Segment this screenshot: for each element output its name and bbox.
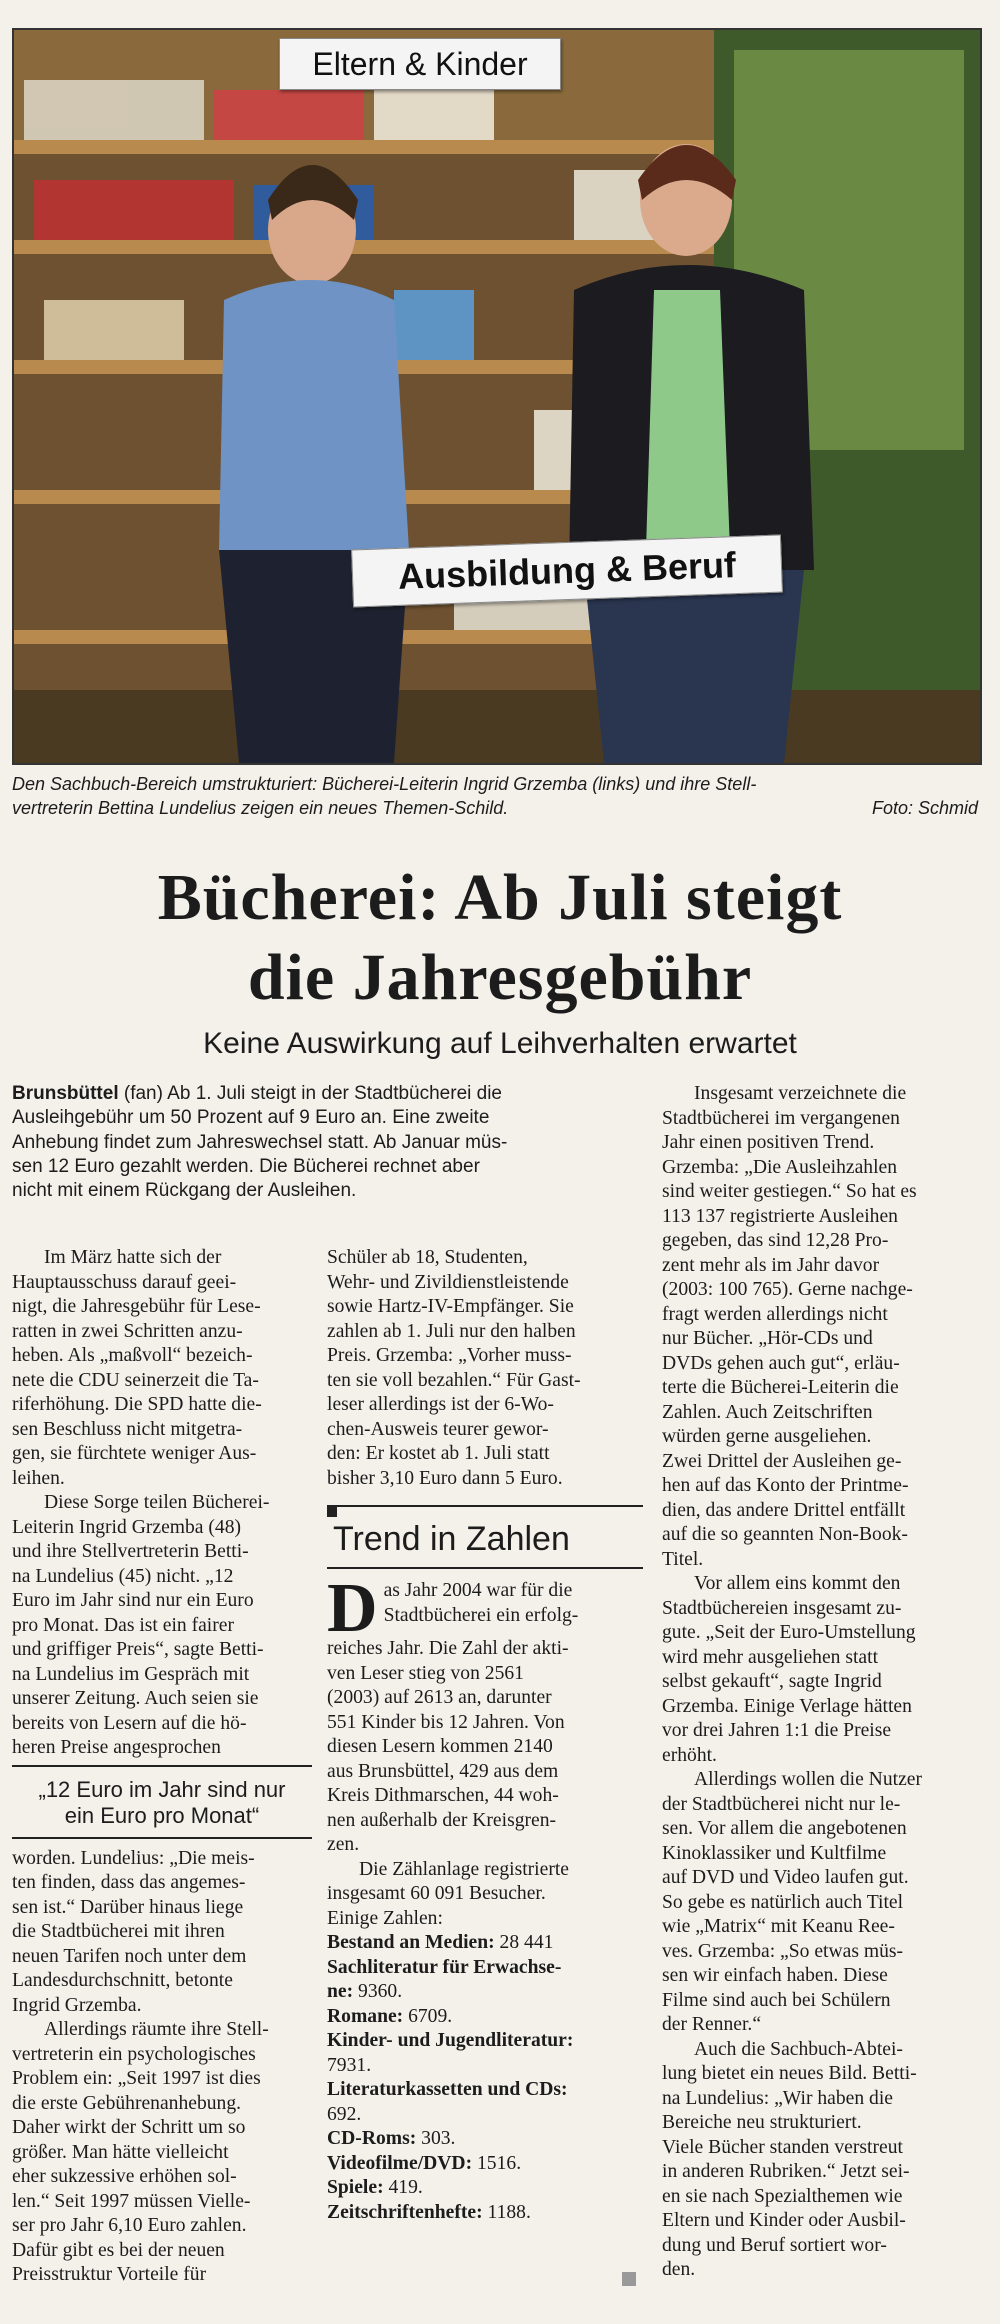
stat-line — [327, 2103, 643, 2128]
article-column-2 — [327, 1246, 643, 2225]
text-line: Einige Zahlen: — [327, 1907, 443, 1929]
paragraph — [662, 2038, 978, 2283]
text-line: Zwei Drittel der Ausleihen ge- — [662, 1450, 902, 1472]
text-line: gen, sie fürchtete weniger Aus- — [12, 1443, 257, 1464]
paragraph — [327, 1858, 643, 1932]
text-line: Insgesamt verzeichnete die — [694, 1083, 907, 1104]
text-line: sen. Vor allem die angebotenen — [662, 1818, 907, 1839]
text-line: (2003) auf 2613 an, darunter — [327, 1687, 552, 1708]
text-line: heren Preise angesprochen — [12, 1737, 221, 1758]
stat-line — [327, 2029, 643, 2054]
article-column-1 — [12, 1246, 312, 2288]
headline-line: die Jahresgebühr — [247, 941, 753, 1014]
text-line: zent mehr als im Jahr davor — [662, 1254, 880, 1276]
text-line: und ihre Stellvertreterin Betti- — [12, 1541, 249, 1562]
stat-label: Literaturkassetten und CDs: — [327, 2079, 568, 2100]
text-line: Auch die Sachbuch-Abtei- — [694, 2038, 903, 2060]
text-line: Landesdurchschnitt, betonte — [12, 1970, 233, 1991]
stat-value: 9360. — [353, 1981, 403, 2002]
article-column-3 — [662, 1082, 978, 2283]
stat-line — [327, 2176, 643, 2201]
text-line: Filme sind auch bei Schülern — [662, 1989, 891, 2011]
text-line: Kinoklassiker und Kultfilme — [662, 1842, 887, 1864]
photo-credit: Foto: Schmid — [871, 798, 978, 818]
text-line: dung und Beruf sortiert wor- — [662, 2234, 887, 2256]
text-line: terte die Bücherei-Leiterin die — [662, 1377, 899, 1398]
text-line: nen außerhalb der Kreisgren- — [327, 1809, 557, 1831]
text-line: nete die CDU seinerzeit die Ta- — [12, 1369, 259, 1391]
text-line: na Lundelius: „Wir haben die — [662, 2087, 893, 2109]
text-line: eher sukzessive erhöhen sol- — [12, 2166, 237, 2187]
paragraph — [12, 1491, 312, 1761]
text-line: Stadtbücherei ein erfolg- — [383, 1604, 579, 1626]
drop-cap: D — [327, 1570, 378, 1647]
text-line: Problem ein: „Seit 1997 ist dies — [12, 2068, 261, 2089]
caption-line: Den Sachbuch-Bereich umstrukturiert: Bücherei-Leiterin Ingrid Grzemba (links) und ihre Stell- — [12, 774, 757, 794]
text-line: Preis. Grzemba: „Vorher muss- — [327, 1345, 572, 1366]
text-line: zen. — [327, 1834, 360, 1855]
infobox-title: Trend in Zahlen — [333, 1520, 570, 1558]
text-line: den. — [662, 2259, 696, 2280]
text-line: aus Brunsbüttel, 429 aus dem — [327, 1760, 559, 1782]
text-line: DVDs gehen auch gut“, erläu- — [662, 1352, 900, 1374]
headline — [0, 858, 1000, 1018]
text-line: Euro im Jahr sind nur ein Euro — [12, 1590, 254, 1611]
stat-line — [327, 1931, 643, 1956]
text-line: zahlen ab 1. Juli nur den halben — [327, 1320, 576, 1342]
stat-label: ne: — [327, 1981, 354, 2002]
text-line: neuen Tarifen noch unter dem — [12, 1945, 247, 1967]
text-line: ven Leser stieg von 2561 — [327, 1662, 524, 1684]
text-line: Im März hatte sich der — [44, 1247, 222, 1268]
text-line: fragt werden allerdings nicht — [662, 1303, 888, 1325]
text-line: heben. Als „maßvoll“ bezeich- — [12, 1345, 253, 1366]
text-line: Daher wirkt der Schritt um so — [12, 2117, 246, 2138]
stat-label: Romane: — [327, 2005, 404, 2027]
stat-line — [327, 2201, 643, 2226]
text-line: ten sie voll bezahlen.“ Für Gast- — [327, 1369, 581, 1391]
paragraph — [12, 1847, 312, 2019]
text-line: Bereiche neu strukturiert. — [662, 2112, 862, 2133]
text-line: nur Bücher. „Hör-CDs und — [662, 1328, 873, 1349]
paragraph — [12, 2018, 312, 2288]
text-line: (2003: 100 765). Gerne nachge- — [662, 1279, 913, 1300]
text-line: vor drei Jahren 1:1 die Preise — [662, 1720, 892, 1741]
text-line: hen auf das Konto der Printme- — [662, 1475, 909, 1496]
text-line: Viele Bücher standen verstreut — [662, 2136, 903, 2158]
lead-line: (fan) Ab 1. Juli steigt in der Stadtbücherei die — [118, 1083, 502, 1104]
paragraph — [327, 1570, 643, 1858]
text-line: ves. Grzemba: „So etwas müs- — [662, 1940, 904, 1962]
text-line: Grzemba: „Die Ausleihzahlen — [662, 1156, 898, 1178]
text-line: Leiterin Ingrid Grzemba (48) — [12, 1516, 242, 1538]
text-line: ser pro Jahr 6,10 Euro zahlen. — [12, 2215, 247, 2236]
library-scene-illustration — [14, 30, 980, 763]
text-line: sind weiter gestiegen.“ So hat es — [662, 1181, 917, 1202]
stat-value: 7931. — [327, 2054, 372, 2076]
text-line: sowie Hartz-IV-Empfänger. Sie — [327, 1296, 574, 1317]
sign-eltern-kinder: Eltern & Kinder — [279, 38, 561, 90]
infobox-trend — [327, 1505, 643, 2225]
text-line: 113 137 registrierte Ausleihen — [662, 1205, 898, 1227]
text-line: Hauptausschuss darauf geei- — [12, 1271, 237, 1293]
text-line: diesen Lesern kommen 2140 — [327, 1736, 553, 1757]
divider — [12, 1837, 312, 1847]
text-line: die erste Gebührenanhebung. — [12, 2092, 242, 2114]
text-line: leihen. — [12, 1467, 65, 1489]
stat-label: Sachliteratur für Erwachse- — [327, 1956, 562, 1978]
text-line: Kreis Dithmarschen, 44 woh- — [327, 1785, 559, 1806]
text-line: dien, das andere Drittel entfällt — [662, 1499, 906, 1521]
text-line: auf DVD und Video laufen gut. — [662, 1867, 909, 1888]
text-line: Stadtbücherei im vergangenen — [662, 1107, 900, 1129]
stat-line — [327, 2152, 643, 2177]
text-line: selbst gekauft“, sagte Ingrid — [662, 1671, 882, 1692]
text-line: unserer Zeitung. Auch seien sie — [12, 1688, 259, 1709]
text-line: na Lundelius (45) nicht. „12 — [12, 1565, 234, 1587]
stat-label: Bestand an Medien: — [327, 1932, 495, 1953]
caption-line: vertreterin Bettina Lundelius zeigen ein neues Themen-Schild. — [12, 798, 509, 818]
text-line: vertreterin ein psychologisches — [12, 2043, 256, 2065]
text-line: nigt, die Jahresgebühr für Lese- — [12, 1296, 261, 1317]
text-line: en sie nach Spezialthemen wie — [662, 2185, 903, 2207]
stat-label: Videofilme/DVD: — [327, 2152, 473, 2174]
article-end-marker — [622, 2272, 636, 2286]
text-line: erhöht. — [662, 1744, 717, 1766]
lead-line: Ausleihgebühr um 50 Prozent auf 9 Euro an. Eine zweite — [12, 1107, 490, 1129]
stat-value: 1188. — [482, 2201, 531, 2223]
text-line: in anderen Rubriken.“ Jetzt sei- — [662, 2161, 910, 2182]
text-line: lung bietet ein neues Bild. Betti- — [662, 2063, 917, 2084]
pull-quote-line: ein Euro pro Monat“ — [64, 1802, 260, 1828]
text-line: größer. Man hätte vielleicht — [12, 2141, 229, 2163]
headline-line: Bücherei: Ab Juli steigt — [157, 861, 843, 934]
text-line: Jahr einen positiven Trend. — [662, 1132, 875, 1153]
text-line: den: Er kostet ab 1. Juli statt — [327, 1443, 550, 1464]
stat-label: Spiele: — [327, 2177, 384, 2198]
pull-quote-line: „12 Euro im Jahr sind nur — [38, 1776, 286, 1802]
text-line: Grzemba. Einige Verlage hätten — [662, 1695, 912, 1717]
text-line: sen wir einfach haben. Diese — [662, 1965, 888, 1986]
text-line: der Stadtbücherei nicht nur le- — [662, 1793, 901, 1815]
stat-line — [327, 2078, 643, 2103]
text-line: bisher 3,10 Euro dann 5 Euro. — [327, 1467, 563, 1489]
sign-ausbildung-beruf: Ausbildung & Beruf — [351, 535, 783, 608]
text-line: leser allerdings ist der 6-Wo- — [327, 1394, 554, 1415]
divider — [327, 1567, 643, 1569]
text-line: sen Beschluss nicht mitgetra- — [12, 1418, 243, 1440]
paragraph — [662, 1082, 978, 1572]
text-line: würden gerne ausgeliehen. — [662, 1426, 872, 1447]
text-line: der Renner.“ — [662, 2014, 762, 2035]
stat-value: 303. — [416, 2128, 456, 2149]
text-line: Preisstruktur Vorteile für — [12, 2264, 207, 2285]
text-line: len.“ Seit 1997 müssen Vielle- — [12, 2190, 251, 2212]
text-line: die Stadtbücherei mit ihren — [12, 1921, 225, 1942]
lead-line: sen 12 Euro gezahlt werden. Die Bücherei rechnet aber — [12, 1155, 480, 1177]
stat-line — [327, 1980, 643, 2005]
text-line: wie „Matrix“ mit Keanu Ree- — [662, 1916, 895, 1937]
box-corner-marker — [327, 1507, 337, 1517]
text-line: und griffiger Preis“, sagte Betti- — [12, 1639, 264, 1660]
text-line: ratten in zwei Schritten anzu- — [12, 1320, 243, 1342]
text-line: ten finden, dass das angemes- — [12, 1872, 246, 1893]
text-line: Vor allem eins kommt den — [694, 1573, 901, 1594]
text-line: chen-Ausweis teurer gewor- — [327, 1418, 549, 1440]
text-line: auf die so geannten Non-Book- — [662, 1524, 908, 1545]
text-line: pro Monat. Das ist ein fairer — [12, 1614, 234, 1636]
paragraph — [12, 1246, 312, 1491]
text-line: Dafür gibt es bei der neuen — [12, 2239, 225, 2261]
text-line: Ingrid Grzemba. — [12, 1994, 142, 2016]
stat-value: 6709. — [403, 2005, 453, 2027]
lead-line: Anhebung findet zum Jahreswechsel statt. Ab Januar müs- — [12, 1131, 508, 1153]
stat-label: Zeitschriftenhefte: — [327, 2201, 483, 2223]
statistics-list — [327, 1931, 643, 2225]
text-line: 551 Kinder bis 12 Jahren. Von — [327, 1711, 565, 1733]
text-line: na Lundelius im Gespräch mit — [12, 1663, 250, 1685]
lead-paragraph — [12, 1082, 642, 1203]
text-line: Allerdings räumte ihre Stell- — [44, 2019, 269, 2040]
stat-label: Kinder- und Jugendliteratur: — [327, 2030, 574, 2051]
stat-value: 692. — [327, 2103, 362, 2125]
stat-value: 419. — [383, 2177, 423, 2198]
text-line: So gebe es natürlich auch Titel — [662, 1891, 904, 1913]
text-line: Titel. — [662, 1548, 704, 1570]
stat-value: 1516. — [472, 2152, 522, 2174]
text-line: wird mehr ausgeliehen statt — [662, 1646, 879, 1668]
text-line: Stadtbüchereien insgesamt zu- — [662, 1597, 902, 1619]
photo-caption — [12, 772, 978, 820]
lead-line: nicht mit einem Rückgang der Ausleihen. — [12, 1180, 357, 1202]
subheadline: Keine Auswirkung auf Leihverhalten erwartet — [203, 1027, 797, 1060]
dateline: Brunsbüttel — [12, 1083, 119, 1104]
stat-line — [327, 2005, 643, 2030]
text-line: sen ist.“ Darüber hinaus liege — [12, 1896, 244, 1918]
text-line: worden. Lundelius: „Die meis- — [12, 1847, 255, 1869]
stat-label: CD-Roms: — [327, 2128, 417, 2149]
paragraph — [662, 1768, 978, 2038]
text-line: bereits von Lesern auf die hö- — [12, 1712, 247, 1734]
paragraph — [662, 1572, 978, 1768]
stat-line — [327, 2054, 643, 2079]
text-line: Zahlen. Auch Zeitschriften — [662, 1401, 873, 1423]
stat-value: 28 441 — [494, 1932, 554, 1953]
text-line: Eltern und Kinder oder Ausbil- — [662, 2210, 906, 2231]
text-line: Diese Sorge teilen Bücherei- — [44, 1492, 270, 1513]
stat-line — [327, 2127, 643, 2152]
text-line: reiches Jahr. Die Zahl der akti- — [327, 1638, 569, 1659]
text-line: insgesamt 60 091 Besucher. — [327, 1883, 546, 1904]
article-photo — [12, 28, 982, 765]
text-line: riferhöhung. Die SPD hatte die- — [12, 1394, 262, 1415]
text-line: as Jahr 2004 war für die — [383, 1580, 573, 1601]
text-line: Allerdings wollen die Nutzer — [694, 1769, 922, 1790]
pull-quote — [12, 1765, 312, 1837]
text-line: Wehr- und Zivildienstleistende — [327, 1271, 569, 1293]
text-line: Die Zählanlage registrierte — [359, 1858, 569, 1880]
stat-line — [327, 1956, 643, 1981]
text-line: gute. „Seit der Euro-Umstellung — [662, 1622, 916, 1643]
paragraph — [327, 1246, 643, 1491]
text-line: gegeben, das sind 12,28 Pro- — [662, 1230, 889, 1251]
text-line: Schüler ab 18, Studenten, — [327, 1247, 528, 1268]
